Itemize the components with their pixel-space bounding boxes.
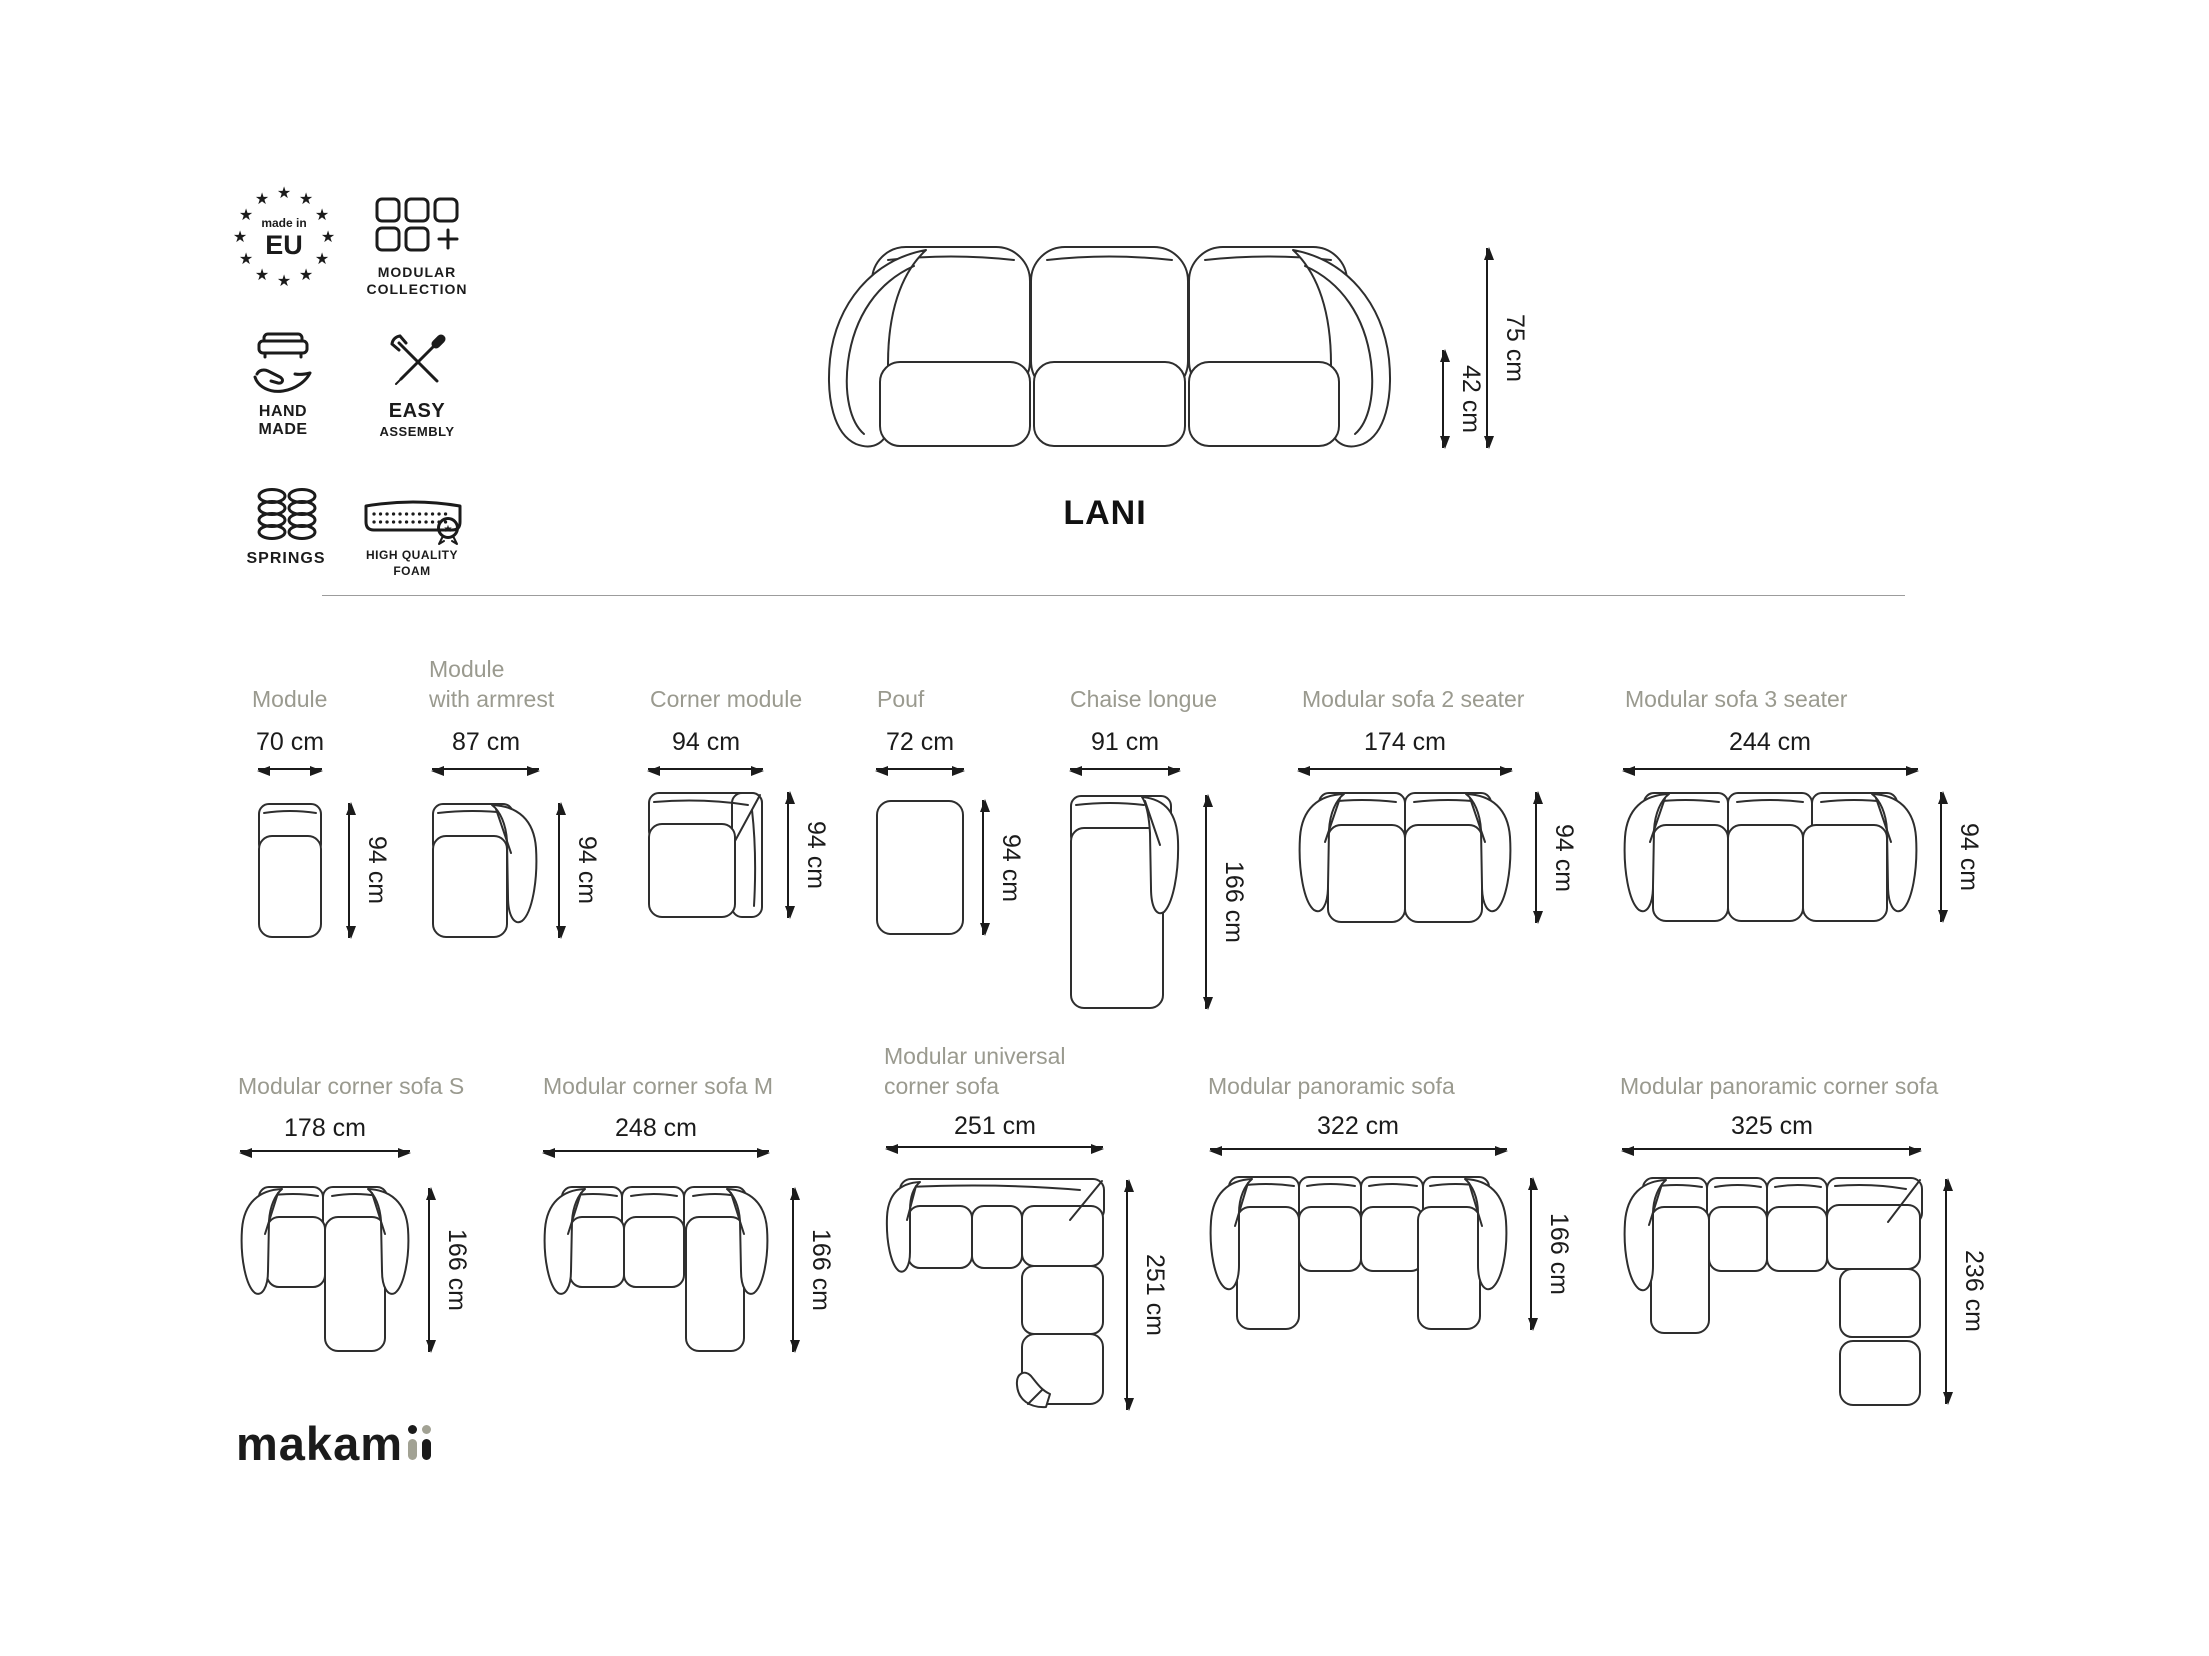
width-arrow xyxy=(240,1150,410,1152)
product-name: Modular corner sofa M xyxy=(543,1073,774,1099)
depth-arrow xyxy=(792,1188,794,1352)
width-dimension: 72 cm xyxy=(885,728,955,756)
logo-i-glyph xyxy=(422,1425,431,1460)
foam-label: FOAM xyxy=(393,564,431,578)
universal-corner-sofa-top-view xyxy=(884,1178,1106,1412)
seat-height-arrow xyxy=(1442,350,1444,448)
panoramic-sofa-top-view xyxy=(1208,1176,1509,1331)
width-arrow xyxy=(258,768,322,770)
width-dimension: 248 cm xyxy=(615,1114,697,1142)
hero-sofa-front-view xyxy=(822,244,1397,449)
collection-label: COLLECTION xyxy=(366,281,468,297)
total-height-dimension: 75 cm xyxy=(1501,313,1529,383)
product-name: Modular sofa 2 seater xyxy=(1302,686,1525,712)
width-arrow xyxy=(432,768,539,770)
high-quality-label: HIGH QUALITY xyxy=(366,548,458,562)
brand-logo xyxy=(236,1416,431,1471)
star-icon: ★ xyxy=(314,207,330,224)
width-arrow xyxy=(1298,768,1512,770)
hand-label: HAND xyxy=(258,403,308,420)
product-name: Pouf xyxy=(877,686,925,712)
logo-i-glyph xyxy=(408,1425,417,1460)
width-dimension: 87 cm xyxy=(451,728,521,756)
sofa-3-seater-top-view xyxy=(1623,792,1918,922)
width-arrow xyxy=(1070,768,1180,770)
depth-arrow xyxy=(787,792,789,918)
product-name: Module xyxy=(252,686,328,712)
total-height-arrow xyxy=(1486,248,1488,448)
star-icon: ★ xyxy=(298,191,314,208)
depth-dimension: 94 cm xyxy=(802,820,830,890)
width-dimension: 322 cm xyxy=(1317,1112,1399,1140)
modular-collection-icon xyxy=(376,198,460,256)
product-line-name: LANI xyxy=(1063,494,1147,532)
product-name: Chaise longue xyxy=(1070,686,1218,712)
made-in-label: made in xyxy=(261,216,307,230)
depth-arrow xyxy=(1535,792,1537,923)
depth-arrow xyxy=(1205,795,1207,1009)
product-name: Modular panoramic sofa xyxy=(1208,1073,1455,1099)
brand-logo-text: makam xyxy=(236,1417,403,1470)
springs-label: SPRINGS xyxy=(246,550,326,567)
depth-arrow xyxy=(1940,792,1942,922)
width-dimension: 174 cm xyxy=(1364,728,1446,756)
depth-dimension: 166 cm xyxy=(443,1229,471,1311)
seat-height-dimension: 42 cm xyxy=(1457,364,1485,434)
depth-arrow xyxy=(558,803,560,938)
width-dimension: 91 cm xyxy=(1090,728,1160,756)
product-name: Modular panoramic corner sofa xyxy=(1620,1073,1939,1099)
springs-icon xyxy=(256,488,318,542)
star-icon: ★ xyxy=(276,273,292,290)
high-quality-foam-icon xyxy=(360,494,466,546)
star-icon: ★ xyxy=(298,267,314,284)
star-icon: ★ xyxy=(238,207,254,224)
divider xyxy=(322,595,1905,596)
depth-arrow xyxy=(982,800,984,935)
pouf-top-view xyxy=(876,800,964,935)
width-dimension: 244 cm xyxy=(1729,728,1811,756)
product-name: Corner module xyxy=(650,686,803,712)
easy-label: EASY xyxy=(388,400,446,422)
width-dimension: 325 cm xyxy=(1731,1112,1813,1140)
product-name: Module with armrest xyxy=(429,656,555,712)
hand-made-icon xyxy=(250,332,316,394)
assembly-label: ASSEMBLY xyxy=(379,424,455,439)
product-name: Modular corner sofa S xyxy=(238,1073,465,1099)
width-arrow xyxy=(1623,768,1918,770)
star-icon: ★ xyxy=(276,185,292,202)
depth-dimension: 94 cm xyxy=(363,835,391,905)
product-name: Modular sofa 3 seater xyxy=(1625,686,1848,712)
depth-arrow xyxy=(1945,1179,1947,1404)
module-top-view xyxy=(258,803,322,938)
panoramic-corner-sofa-top-view xyxy=(1622,1177,1923,1406)
width-arrow xyxy=(1210,1148,1507,1150)
star-icon: ★ xyxy=(238,251,254,268)
made-label: MADE xyxy=(258,421,308,438)
made-in-eu-badge xyxy=(234,186,334,292)
easy-assembly-icon xyxy=(386,330,450,394)
svg-text:★: ★ xyxy=(443,524,453,535)
width-dimension: 178 cm xyxy=(284,1114,366,1142)
modular-label: MODULAR xyxy=(377,264,457,280)
depth-arrow xyxy=(428,1188,430,1352)
depth-dimension: 94 cm xyxy=(1955,822,1983,892)
depth-dimension: 236 cm xyxy=(1960,1250,1988,1332)
product-name: Modular universal corner sofa xyxy=(884,1043,1066,1099)
width-dimension: 251 cm xyxy=(954,1112,1036,1140)
module-armrest-top-view xyxy=(432,803,539,938)
width-arrow xyxy=(1622,1148,1921,1150)
star-icon: ★ xyxy=(320,229,336,246)
depth-dimension: 166 cm xyxy=(1545,1213,1573,1295)
depth-dimension: 94 cm xyxy=(1550,823,1578,893)
corner-sofa-s-top-view xyxy=(240,1186,410,1353)
depth-dimension: 166 cm xyxy=(807,1229,835,1311)
chaise-longue-top-view xyxy=(1070,795,1180,1009)
depth-dimension: 251 cm xyxy=(1141,1254,1169,1336)
star-icon: ★ xyxy=(254,191,270,208)
width-arrow xyxy=(886,1146,1103,1148)
depth-arrow xyxy=(1126,1180,1128,1410)
width-dimension: 70 cm xyxy=(255,728,325,756)
star-icon: ★ xyxy=(314,251,330,268)
width-arrow xyxy=(543,1150,769,1152)
width-dimension: 94 cm xyxy=(671,728,741,756)
depth-dimension: 94 cm xyxy=(573,835,601,905)
star-icon: ★ xyxy=(254,267,270,284)
depth-arrow xyxy=(1530,1178,1532,1330)
depth-arrow xyxy=(348,803,350,938)
width-arrow xyxy=(876,768,964,770)
depth-dimension: 94 cm xyxy=(997,833,1025,903)
depth-dimension: 166 cm xyxy=(1220,861,1248,943)
corner-sofa-m-top-view xyxy=(543,1186,769,1353)
star-icon: ★ xyxy=(232,229,248,246)
eu-label: EU xyxy=(265,230,303,260)
width-arrow xyxy=(648,768,763,770)
corner-module-top-view xyxy=(648,792,763,918)
sofa-2-seater-top-view xyxy=(1298,792,1512,923)
